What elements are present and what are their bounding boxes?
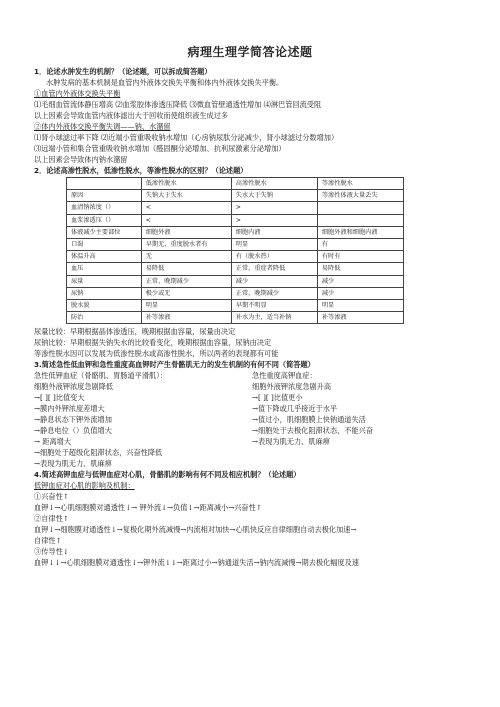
q3-left-line: →表现为肌无力、肌麻痹 <box>34 459 112 469</box>
table-row <box>67 190 404 202</box>
table-cell: 极少或无 <box>141 287 231 299</box>
table-cell: 细胞外液 <box>141 226 231 238</box>
table-cell: 体液减少主要部位 <box>67 226 142 238</box>
table-row <box>67 214 404 226</box>
table-cell: 早期不明显 <box>231 299 317 311</box>
q1-sub2-line2: ⑶远端小管和集合管重吸收钠水增加（醛固酮分泌增加、抗利尿激素分泌增加） <box>34 144 286 153</box>
q2-note-urine-volume: 尿量比较：早期根据晶体渗透压，晚期根据血容量，尿量由决定 <box>34 327 236 337</box>
q2-note-isotonic: 等渗性脱水因可以发展为低渗性脱水或高渗性脱水，所以两者的表现都有可能 <box>34 349 279 359</box>
table-cell: 失钠大于失水 <box>141 190 231 202</box>
document-page <box>34 46 466 568</box>
table-cell: > <box>231 202 317 214</box>
q3-right-line: →值下降或几乎接近于水平 <box>252 404 338 414</box>
dehydration-comparison-table <box>66 177 404 324</box>
table-cell: 正常，晚期减少 <box>141 275 231 287</box>
table-cell <box>317 214 403 226</box>
q4-item-label: ①兴奋性↑ <box>34 492 69 502</box>
table-cell: 血清钠浓度（） <box>67 202 142 214</box>
table-cell: 减少 <box>231 275 317 287</box>
table-cell: 低渗性脱水 <box>141 178 231 190</box>
table-cell: 明显 <box>231 238 317 250</box>
question-4-heading: 4.简述高钾血症与低钾血症对心肌，骨骼肌的影响有何不同及相应机制？（论述题） <box>34 470 301 480</box>
q4-item-label: ②自律性↑ <box>34 514 69 524</box>
table-cell: 正常，晚期减少 <box>231 287 317 299</box>
table-cell: 补水为主，适当补钠 <box>231 312 317 324</box>
q3-left-line: →[ ][ ]比值变大 <box>34 393 85 403</box>
q3-left-line: 细胞外液钾浓度急剧降低 <box>34 382 114 392</box>
table-cell: 补等渗液 <box>317 312 403 324</box>
table-cell: 尿钠 <box>67 287 142 299</box>
q3-right-line: →[ ][ ]比值更小 <box>252 393 303 403</box>
table-cell: 明显 <box>317 299 403 311</box>
q1-intro: 水肿发病的基本机制是血管内外液体交换失平衡和体内外液体交换失平衡。 <box>46 78 284 87</box>
table-row <box>67 238 404 250</box>
q1-sub2-conclusion: 以上因素会导致体内钠水潴留 <box>34 155 128 164</box>
table-cell: 血浆渗透压（） <box>67 214 142 226</box>
q4-item-line: 血钾↓→细胞膜对通透性↓→复极化期外流减慢→内流相对加快→心肌快反应自律细胞自动去极化加速→ <box>34 525 357 535</box>
q3-right-line: 急性重度高钾血症： <box>252 371 317 381</box>
q1-sub1-title: ①血管内外液体交换失平衡 <box>34 89 121 98</box>
table-cell: 早期无，重度脱水者有 <box>141 238 231 250</box>
table-cell: 有 <box>317 238 403 250</box>
table-row <box>67 263 404 275</box>
q4-item-line: 血钾↓↓→心肌细胞膜对通透性↓→钾外流↓↓→距离过小→钠通道失活→钠内流减慢→期去极化幅度及速 <box>34 558 359 568</box>
table-cell: 明显 <box>141 299 231 311</box>
q3-two-column <box>34 370 466 469</box>
table-cell: < <box>141 202 231 214</box>
q3-right-column <box>252 370 466 469</box>
q3-left-line: →静息电位（）负值增大 <box>34 426 112 436</box>
table-row <box>67 251 404 263</box>
table-cell: 体温升高 <box>67 251 142 263</box>
table-cell: 减少 <box>317 275 403 287</box>
table-cell: 易降低 <box>317 263 403 275</box>
table-cell: > <box>231 214 317 226</box>
table-cell: 无 <box>141 251 231 263</box>
table-cell: 减少 <box>317 287 403 299</box>
table-row <box>67 287 404 299</box>
table-cell: 补等渗液 <box>141 312 231 324</box>
q3-right-line: 细胞外液钾浓度急剧升高 <box>252 382 332 392</box>
question-2-heading: 2．论述高渗性脱水，低渗性脱水，等渗性脱水的区别？（论述题） <box>34 166 248 175</box>
q3-left-line: →静息状态下钾外流增加 <box>34 415 112 425</box>
table-cell: 原因 <box>67 190 142 202</box>
table-cell: 正常，重症者降低 <box>231 263 317 275</box>
table-row <box>67 275 404 287</box>
table-cell: 等渗性脱水 <box>317 178 403 190</box>
table-cell: 细胞外液和细胞内液 <box>317 226 403 238</box>
table-cell: 等渗性体液大量丢失 <box>317 190 403 202</box>
table-row <box>67 226 404 238</box>
table-row <box>67 312 404 324</box>
q4-item-line-cont: 自律性↑ <box>34 536 62 546</box>
q4-sub-title: 低钾血症对心肌的影响及机制： <box>34 481 135 491</box>
table-cell <box>67 178 142 190</box>
table-cell: < <box>141 214 231 226</box>
q1-sub2-line1: ⑴肾小球滤过率下降 ⑵近端小管重吸收钠水增加（心房钠尿肽分泌减少，肾小球滤过分数增加） <box>34 133 339 142</box>
q3-left-line: → 距离增大 <box>34 437 72 447</box>
question-1-heading: 1．论述水肿发生的机制？（论述题，可以拆成简答题） <box>34 67 212 76</box>
q3-right-line: →表现为肌无力、肌麻痹 <box>252 437 330 447</box>
table-cell: 有时有 <box>317 251 403 263</box>
table-cell: 血压 <box>67 263 142 275</box>
table-cell: 易降低 <box>141 263 231 275</box>
q4-item-line: 血钾↓→心肌细胞膜对通透性↓→ 钾外流↓→负值↓→距离减小→兴奋性↑ <box>34 503 262 513</box>
table-cell: 尿量 <box>67 275 142 287</box>
table-cell: 高渗性脱水 <box>231 178 317 190</box>
table-cell: 有（脱水热） <box>231 251 317 263</box>
table-row <box>67 299 404 311</box>
q4-item-label: ③传导性↓ <box>34 547 69 557</box>
q3-left-column <box>34 370 252 469</box>
table-cell <box>317 202 403 214</box>
table-row <box>67 202 404 214</box>
question-3-heading: 3.简述急性低血钾和急性重度高血钾时产生骨骼肌无力的发生机制的有何不同（简答题） <box>34 360 315 370</box>
q3-right-line: →细胞处于去极化阻滞状态，不能兴奋 <box>252 426 374 436</box>
table-cell: 失水大于失钠 <box>231 190 317 202</box>
q3-left-line: 急性低钾血症（骨骼肌、胃肠道平滑肌）： <box>34 371 167 381</box>
q1-sub2-title: ②体内外液体交换平衡失调——钠、水潴留 <box>34 122 171 131</box>
table-cell: 防治 <box>67 312 142 324</box>
table-row <box>67 178 404 190</box>
q3-left-line: →膜内外钾浓度差增大 <box>34 404 105 414</box>
table-cell: 脱水貌 <box>67 299 142 311</box>
q1-sub1-line: ⑴毛细血管流体静压增高 ⑵血浆胶体渗透压降低 ⑶微血管壁通透性增加 ⑷淋巴管回流受阻 <box>34 100 322 109</box>
q3-left-line: →细胞处于超级化阻滞状态，兴奋性降低 <box>34 448 163 458</box>
q1-sub1-conclusion: 以上因素会导致血管内液体滤出大于回收而使组织液生成过多 <box>34 111 229 120</box>
document-title: 病理生理学简答论述题 <box>187 45 313 59</box>
table-cell: 细胞内液 <box>231 226 317 238</box>
q2-note-urine-sodium: 尿钠比较：早期根据失钠失水的比较看变化，晚期根据血容量，尿钠由决定 <box>34 338 272 348</box>
table-cell: 口渴 <box>67 238 142 250</box>
q3-right-line: →值过小，肌细胞膜上快钠通道失活 <box>252 415 366 425</box>
